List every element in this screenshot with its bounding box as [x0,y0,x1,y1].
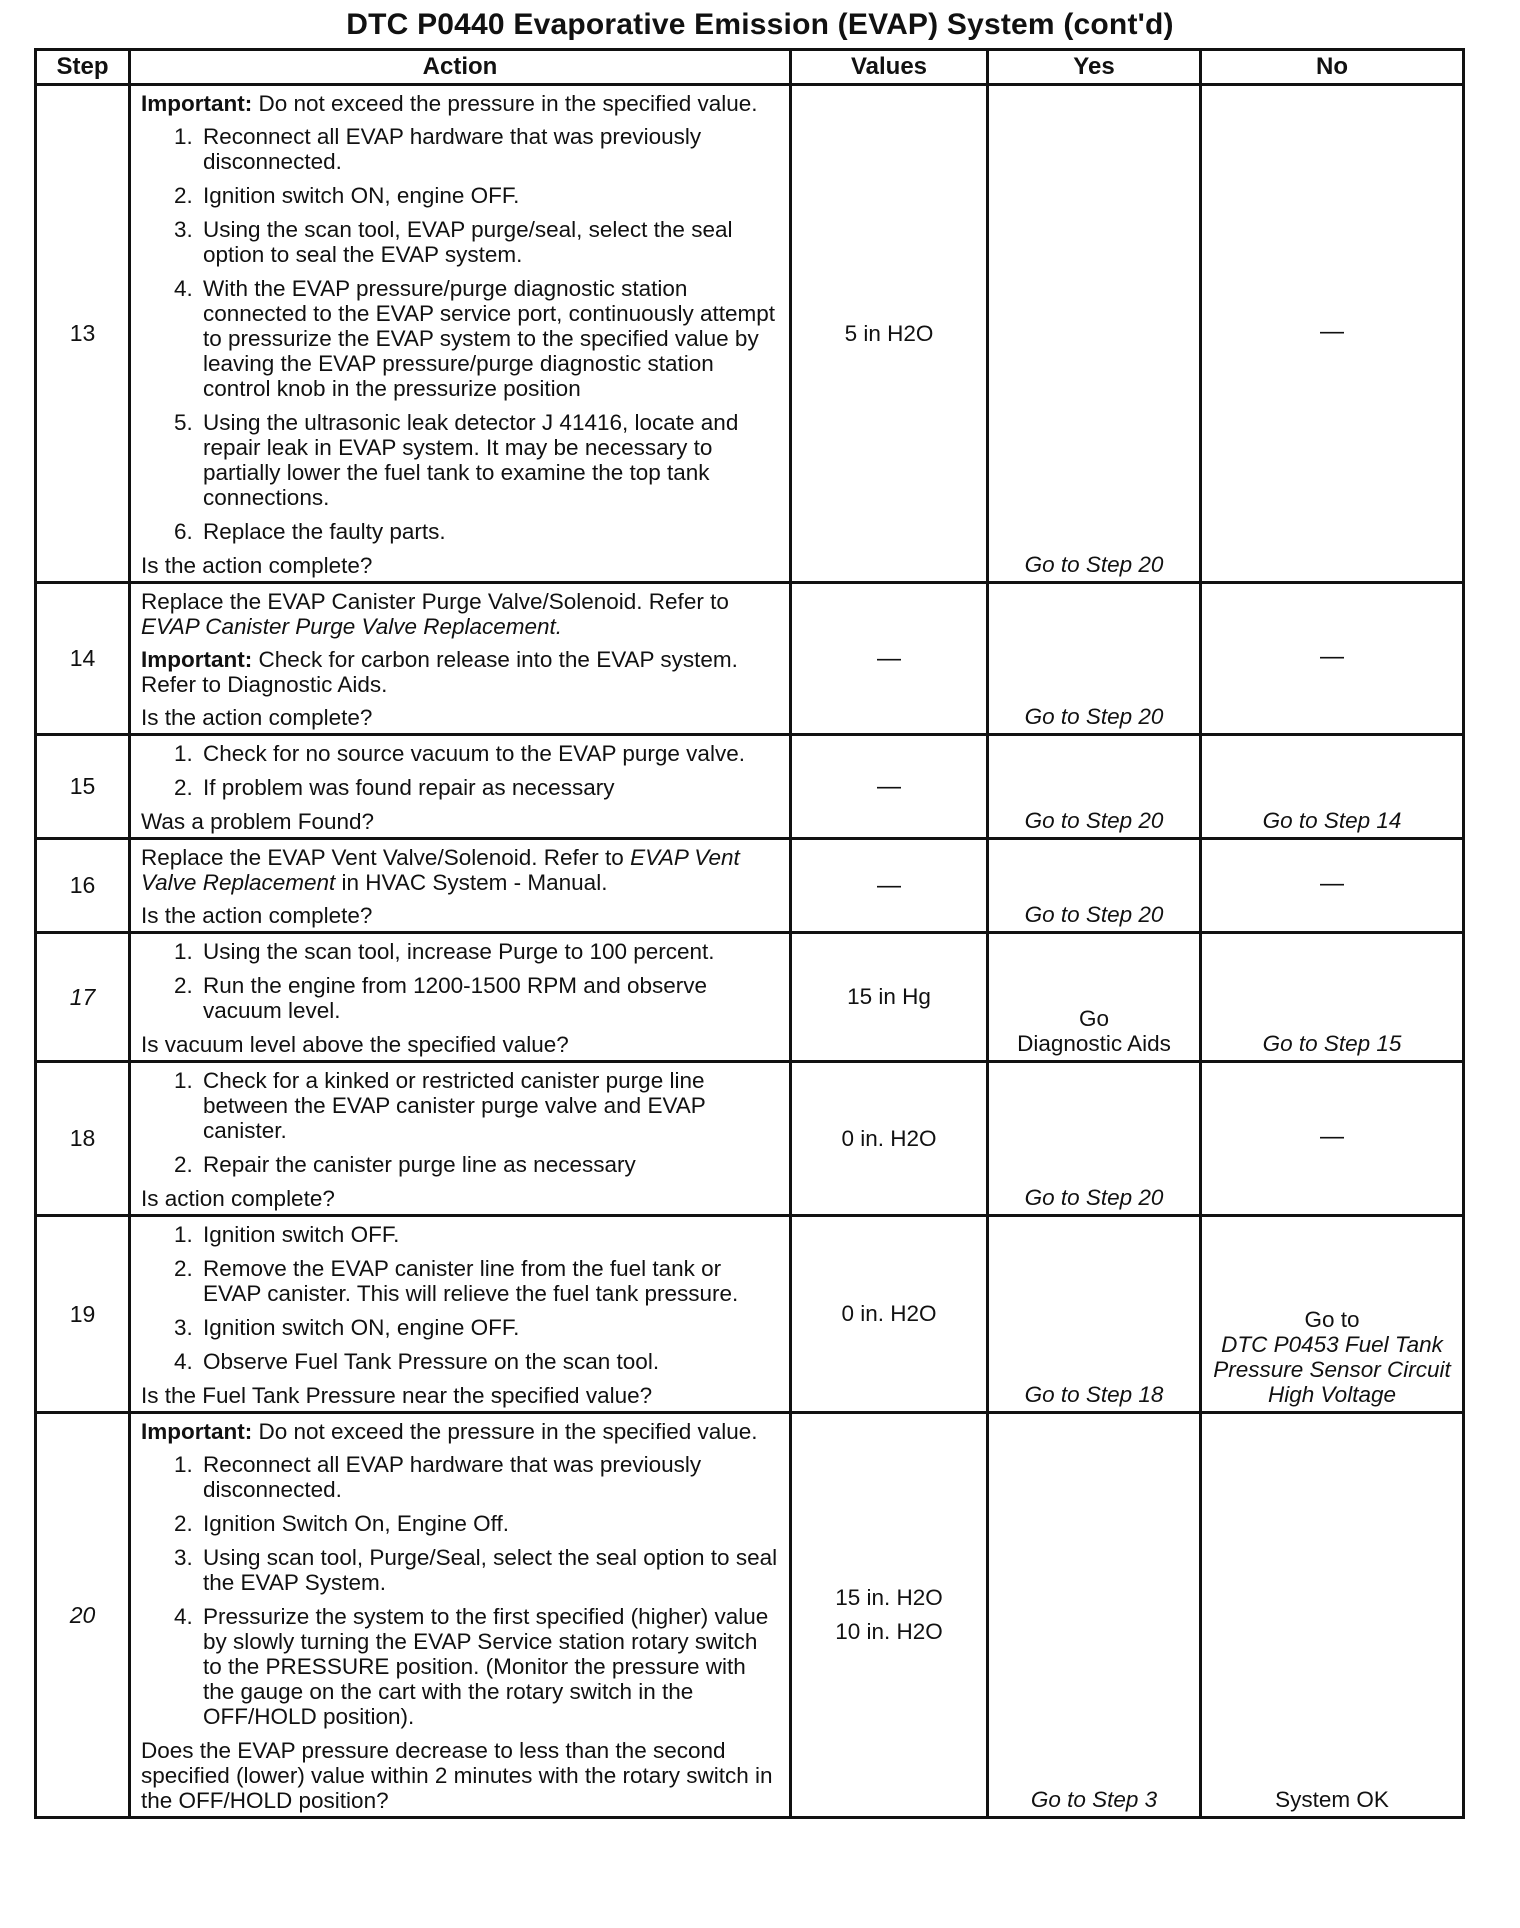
no-result: — [1320,870,1344,897]
action-question: Is the action complete? [141,553,373,578]
step-number: 15 [36,735,130,839]
action-cell [130,1413,791,1818]
header-values: Values [791,50,988,85]
values-dash: — [877,871,901,899]
step-number: 18 [36,1062,130,1216]
yes-cell [988,933,1201,1062]
yes-cell [988,1062,1201,1216]
action-cell [130,1216,791,1413]
yes-cell [988,85,1201,583]
yes-result: Go to Step 20 [1024,1185,1164,1210]
important-label: Important: [141,647,253,672]
yes-result: Go to Step 20 [1024,902,1164,927]
no-cell [1201,583,1464,735]
step-number: 17 [36,933,130,1062]
no-result: System OK [1275,1787,1389,1812]
list-item: 4. With the EVAP pressure/purge diagnostic station connected to the EVAP service port, continuously attempt to pressurize the EVAP system to the specified value by leaving the EVAP pressure/purge diagnostic station control knob in the pressurize position [199,276,781,401]
table-row-step-19 [36,1216,1464,1413]
values-cell: 5 in H2O [791,85,988,583]
action-list [141,1068,781,1177]
action-question: Is the Fuel Tank Pressure near the specified value? [141,1383,653,1408]
table-row-step-14 [36,583,1464,735]
action-cell [130,583,791,735]
step-number: 16 [36,839,130,933]
step-number: 14 [36,583,130,735]
action-text [141,845,781,895]
values-cell [791,583,988,735]
yes-result: Go to Step 20 [1024,704,1164,729]
header-yes: Yes [988,50,1201,85]
action-question: Was a problem Found? [141,809,375,834]
action-list [141,741,781,800]
no-result-line1: Go to [1304,1307,1360,1332]
list-item: 1. Check for a kinked or restricted canister purge line between the EVAP canister purge valve and EVAP canister. [199,1068,781,1143]
yes-cell [988,583,1201,735]
values-cell [791,839,988,933]
list-item: 3. Using the scan tool, EVAP purge/seal, select the seal option to seal the EVAP system. [199,217,781,267]
header-step: Step [36,50,130,85]
list-item: 4. Observe Fuel Tank Pressure on the scan tool. [199,1349,781,1374]
yes-result-line2: Diagnostic Aids [1017,1031,1171,1056]
important-text: Do not exceed the pressure in the specified value. [252,91,758,116]
table-row-step-18 [36,1062,1464,1216]
header-action: Action [130,50,791,85]
list-item: 1. Check for no source vacuum to the EVAP purge valve. [199,741,781,766]
values-cell: 0 in. H2O [791,1062,988,1216]
yes-cell [988,735,1201,839]
page-title: DTC P0440 Evaporative Emission (EVAP) System (cont'd) [346,8,1174,41]
values-dash: — [877,772,901,800]
list-item: 2. If problem was found repair as necessary [199,775,781,800]
yes-cell [988,1413,1201,1818]
reference-link: EVAP Canister Purge Valve Replacement. [141,614,563,639]
header-no: No [1201,50,1464,85]
no-cell [1201,839,1464,933]
action-cell [130,839,791,933]
action-text-main: Replace the EVAP Vent Valve/Solenoid. Refer to [141,845,631,870]
action-text-main: Replace the EVAP Canister Purge Valve/Solenoid. Refer to [141,589,729,614]
table-row-step-17 [36,933,1464,1062]
important-note [141,91,781,116]
yes-result: Go to Step 20 [1024,808,1164,833]
table-row-step-16 [36,839,1464,933]
list-item: 3. Using scan tool, Purge/Seal, select the seal option to seal the EVAP System. [199,1545,781,1595]
values-cell [791,735,988,839]
list-item: 4. Pressurize the system to the first specified (higher) value by slowly turning the EVAP Service station rotary switch to the PRESSURE position. (Monitor the pressure with the gauge on the cart with the rotary switch in the OFF/HOLD position). [199,1604,781,1729]
yes-result: Go to Step 3 [1030,1787,1158,1812]
action-text [141,589,781,639]
important-text: Check for carbon release into the EVAP system. Refer to Diagnostic Aids. [141,647,738,697]
step-number: 19 [36,1216,130,1413]
reference-link: EVAP Vent Valve Replacement [141,845,740,895]
yes-result: Go to Step 18 [1024,1382,1164,1407]
important-note [141,647,781,697]
no-cell [1201,1216,1464,1413]
yes-result-line1: Go [1078,1006,1109,1031]
action-question: Is the action complete? [141,903,373,928]
important-text: Do not exceed the pressure in the specified value. [252,1419,758,1444]
action-cell [130,933,791,1062]
action-text-tail: in HVAC System - Manual. [335,870,608,895]
action-question: Is action complete? [141,1186,335,1211]
action-cell [130,735,791,839]
list-item: 2. Run the engine from 1200-1500 RPM and observe vacuum level. [199,973,781,1023]
important-label: Important: [141,91,253,116]
list-item: 2. Ignition switch ON, engine OFF. [199,183,781,208]
action-list [141,1452,781,1729]
no-result: — [1320,643,1344,670]
action-list [141,939,781,1023]
yes-cell [988,1216,1201,1413]
table-row-step-15 [36,735,1464,839]
list-item: 1. Ignition switch OFF. [199,1222,781,1247]
action-list [141,1222,781,1374]
yes-cell [988,839,1201,933]
action-cell [130,85,791,583]
value-line-2: 10 in. H2O [835,1619,943,1644]
table-header-row [36,50,1464,85]
list-item: 1. Using the scan tool, increase Purge to 100 percent. [199,939,781,964]
action-question: Is the action complete? [141,705,373,730]
list-item: 2. Ignition Switch On, Engine Off. [199,1511,781,1536]
values-cell: 15 in Hg [791,933,988,1062]
diagnostic-table [34,48,1465,1819]
list-item: 1. Reconnect all EVAP hardware that was previously disconnected. [199,124,781,174]
value-line-1: 15 in. H2O [835,1585,943,1610]
step-number: 20 [36,1413,130,1818]
action-question: Does the EVAP pressure decrease to less than the second specified (lower) value within 2 minutes with the rotary switch in the OFF/HOLD position? [141,1738,773,1813]
no-result: — [1320,318,1344,345]
list-item: 2. Repair the canister purge line as necessary [199,1152,781,1177]
action-question: Is vacuum level above the specified value? [141,1032,569,1057]
action-list [141,124,781,544]
no-cell [1201,1062,1464,1216]
values-dash: — [877,644,901,672]
no-result: Go to Step 15 [1262,1031,1402,1056]
list-item: 6. Replace the faulty parts. [199,519,781,544]
no-result: Go to Step 14 [1262,808,1402,833]
no-cell [1201,735,1464,839]
action-cell [130,1062,791,1216]
no-cell [1201,85,1464,583]
no-result: — [1320,1123,1344,1150]
important-note [141,1419,781,1444]
important-label: Important: [141,1419,253,1444]
table-row-step-20 [36,1413,1464,1818]
list-item: 1. Reconnect all EVAP hardware that was previously disconnected. [199,1452,781,1502]
no-cell [1201,1413,1464,1818]
list-item: 2. Remove the EVAP canister line from the fuel tank or EVAP canister. This will relieve the fuel tank pressure. [199,1256,781,1306]
table-row-step-13 [36,85,1464,583]
values-cell: 0 in. H2O [791,1216,988,1413]
list-item: 3. Ignition switch ON, engine OFF. [199,1315,781,1340]
values-cell [791,1413,988,1818]
step-number: 13 [36,85,130,583]
no-cell [1201,933,1464,1062]
no-result-line2: DTC P0453 Fuel Tank Pressure Sensor Circuit High Voltage [1213,1332,1451,1407]
yes-result: Go to Step 20 [1024,552,1164,577]
list-item: 5. Using the ultrasonic leak detector J 41416, locate and repair leak in EVAP system. It may be necessary to partially lower the fuel tank to examine the top tank connections. [199,410,781,510]
